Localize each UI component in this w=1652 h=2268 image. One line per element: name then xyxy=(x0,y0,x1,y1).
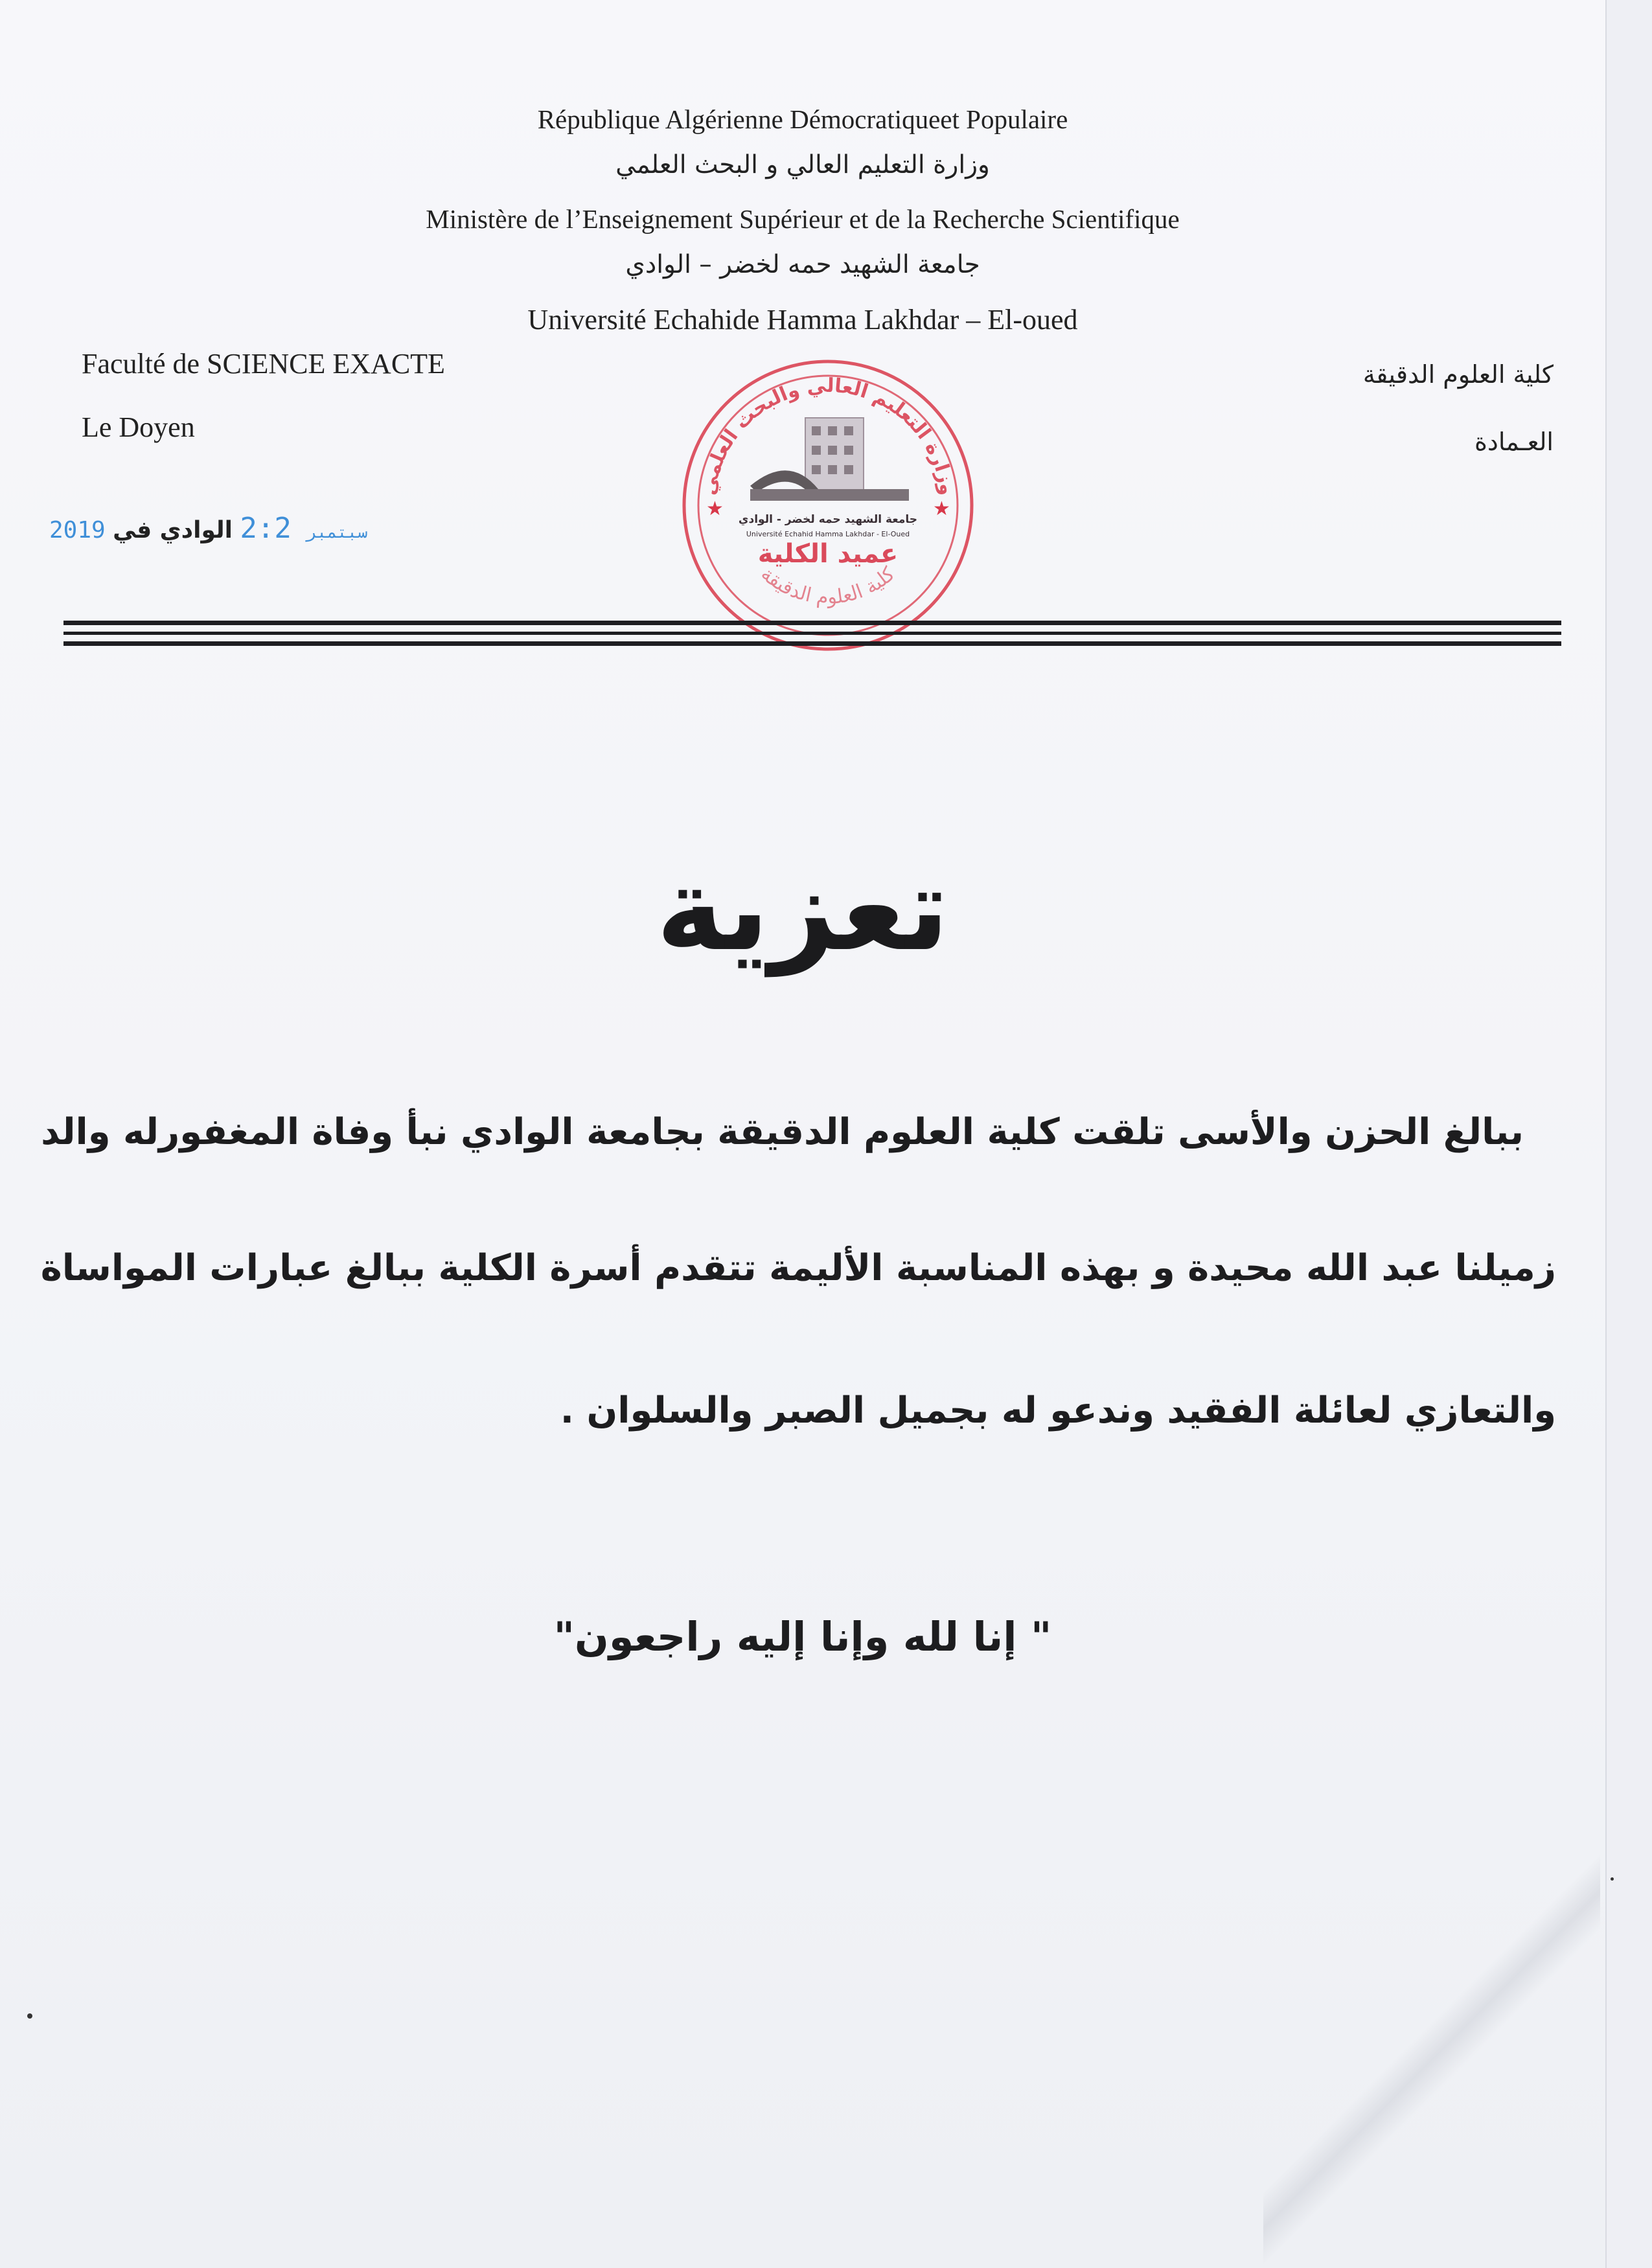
speck xyxy=(1611,1877,1614,1881)
deanship-label-ar: العـمادة xyxy=(1474,428,1554,456)
body-line-2: زميلنا عبد الله محيدة و بهذه المناسبة الأليمة تتقدم أسرة الكلية ببالغ عبارات المواساة xyxy=(40,1247,1556,1289)
university-stamp xyxy=(679,356,977,654)
stamp-star-icon: ★ xyxy=(706,498,724,520)
stamp-star-icon: ★ xyxy=(933,498,950,520)
date-day: 2:2 xyxy=(240,512,292,545)
stamp-dean-text: عميد الكلية xyxy=(757,539,899,569)
faculty-label-fr: Faculté de SCIENCE EXACTE xyxy=(82,348,445,380)
stamp-ring-text: وزارة التعليم العالي والبحث العلمي xyxy=(697,374,959,497)
stamp-inner-line-1: جامعة الشهيد حمه لخضر - الوادي xyxy=(738,513,918,526)
date-year: 2019 xyxy=(49,517,106,544)
faculty-label-ar: كلية العلوم الدقيقة xyxy=(1362,360,1554,389)
university-header-fr: Université Echahide Hamma Lakhdar – El-oued xyxy=(527,304,1078,336)
ministry-header-fr: Ministère de l’Enseignement Supérieur et de la Recherche Scientifique xyxy=(426,204,1180,234)
header-divider-top xyxy=(63,621,1561,625)
header-divider-bottom xyxy=(63,641,1561,646)
republic-header: République Algérienne Démocratiqueet Populaire xyxy=(537,104,1068,134)
date-line xyxy=(49,512,375,545)
date-label: الوادي في xyxy=(113,517,233,544)
university-header-ar: جامعة الشهيد حمه لخضر – الوادي xyxy=(625,250,980,279)
document-title: تعزية xyxy=(656,842,950,976)
speck xyxy=(27,2013,32,2019)
dean-label-fr: Le Doyen xyxy=(82,411,195,443)
closing-verse: " إنا لله وإنا إليه راجعون" xyxy=(553,1613,1052,1660)
stamp-inner-line-2: Université Echahid Hamma Lakhdar - El-Oued xyxy=(746,530,910,538)
body-line-1: ببالغ الحزن والأسى تلقت كلية العلوم الدقيقة بجامعة الوادي نبأ وفاة المغفورله والد xyxy=(41,1111,1524,1153)
stamp-building-icon xyxy=(750,418,909,501)
stamp-bottom-ring-text: كلية العلوم الدقيقة xyxy=(756,562,900,609)
body-line-3: والتعازي لعائلة الفقيد وندعو له بجميل الصبر والسلوان . xyxy=(560,1390,1556,1432)
paper-crease xyxy=(1263,1853,1600,2267)
date-month: سبتمبر xyxy=(306,523,368,542)
ministry-header-ar: وزارة التعليم العالي و البحث العلمي xyxy=(615,150,990,179)
svg-text:كلية العلوم الدقيقة xyxy=(757,562,900,609)
header-divider-middle xyxy=(63,632,1561,635)
